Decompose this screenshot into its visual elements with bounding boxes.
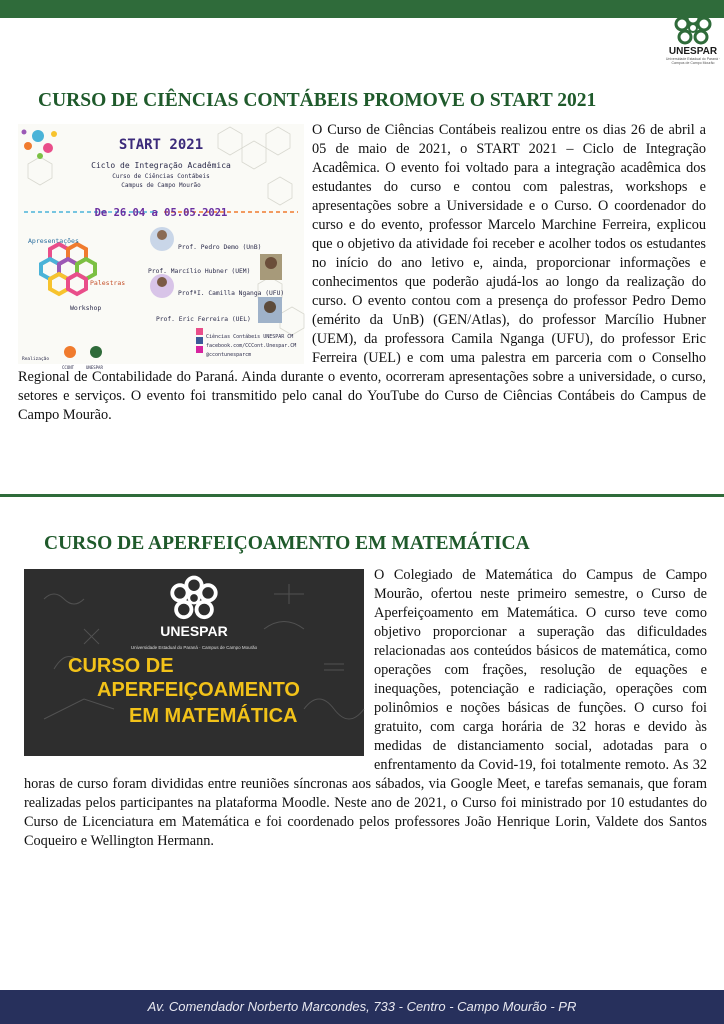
poster-title: START 2021 xyxy=(118,137,204,153)
start-2021-poster xyxy=(18,124,304,370)
poster-speaker-3: ProfªI. Camilla Nganga (UFU) xyxy=(178,290,285,297)
article-start xyxy=(18,121,706,425)
poster-speaker-4: Prof. Eric Ferreira (UEL) xyxy=(156,316,251,323)
poster-brand: UNESPAR xyxy=(160,623,228,639)
poster-speaker-1: Prof. Pedro Demo (UnB) xyxy=(178,244,262,251)
unespar-flower-icon xyxy=(167,575,221,621)
footer-bar xyxy=(0,990,724,1024)
unespar-flower-icon xyxy=(673,10,713,46)
poster-hex-label-1: Apresentações xyxy=(28,237,79,245)
poster-speaker-2: Prof. Marcílio Hubner (UEM) xyxy=(148,268,251,275)
poster-footer-label: Realização xyxy=(22,357,50,362)
unespar-logo xyxy=(662,10,724,72)
poster-line-3: EM MATEMÁTICA xyxy=(129,705,298,727)
article-title-matematica: CURSO DE APERFEIÇOAMENTO EM MATEMÁTICA xyxy=(44,533,530,554)
poster-line-2: APERFEIÇOAMENTO xyxy=(97,679,300,701)
poster-brand-sub: Universidade Estadual do Paraná · Campus de Campo Mourão xyxy=(130,645,258,650)
poster-hex-label-3: Workshop xyxy=(70,304,102,312)
poster-footer-logo-2: UNESPAR xyxy=(86,365,103,370)
logo-subtitle: Universidade Estadual do Paraná · Campus de Campo Mourão xyxy=(665,57,721,65)
poster-subtitle: Ciclo de Integração Acadêmica xyxy=(91,161,231,170)
poster-dates: De 26.04 a 05.05.2021 xyxy=(94,207,228,219)
poster-line-1: CURSO DE xyxy=(68,655,174,677)
poster-social-1: Ciências Contábeis UNESPAR CM xyxy=(206,334,294,340)
poster-course: Curso de Ciências Contábeis xyxy=(112,173,210,180)
section-divider xyxy=(0,494,724,497)
article-matematica xyxy=(24,566,707,851)
article-matematica-body: O Colegiado de Matemática do Campus de Campo Mourão, ofertou neste primeiro semestre, o Curso de Aperfeiçoamento em Matemática. O curso teve como objetivo proporcionar a superação das dificuldades relacionadas aos conteúdos básicos de matemática, como operações com frações, resolução de equações e inequações, potenciação e radiciação, operações com polinômios e noções básicas de funções. O curso foi gratuito, com carga horária de 32 horas e devido às medidas de distanciamento social, adotadas para o enfrentamento da Covid-19, foi totalmente remoto. As 32 horas de curso foram divididas entre reuniões síncronas aos sábados, via Google Meet, e tarefas semanais, que foram realizadas pelos participantes na plataforma Moodle. Neste ano de 2021, o Curso foi ministrado por 10 estudantes do Curso de Licenciatura em Matemática e foi coordenado pelos professores João Henrique Lorin, Valdete dos Santos Coqueiro e Wellington Hermann. xyxy=(24,567,707,849)
curso-matematica-poster xyxy=(24,569,364,756)
poster-social-3: @ccontunesparcm xyxy=(206,352,252,358)
poster-footer-logo-1: CCONT xyxy=(62,365,75,370)
footer-address: Av. Comendador Norberto Marcondes, 733 - Centro - Campo Mourão - PR xyxy=(147,999,577,1014)
poster-campus: Campus de Campo Mourão xyxy=(121,182,201,189)
poster-hex-label-2: Palestras xyxy=(90,279,126,287)
article-title-start: CURSO DE CIÊNCIAS CONTÁBEIS PROMOVE O START 2021 xyxy=(38,90,597,111)
poster-social-2: facebook.com/CCCont.Unespar.CM xyxy=(206,343,297,349)
logo-name: UNESPAR xyxy=(668,46,718,57)
article-start-body: O Curso de Ciências Contábeis realizou entre os dias 26 de abril a 05 de maio de 2021, o START 2021 – Ciclo de Integração Acadêmica. O evento foi voltado para a integração acadêmica dos estudantes do curso e contou com palestras, workshops e apresentações sobre a Universidade e o Curso. O coordenador do curso e do evento, professor Marcelo Marchine Ferreira, explicou que o objetivo da atividade foi receber e acolher todos os estudantes no início do ano letivo e, ainda, proporcionar informações e conhecimentos que poderão ajudá-los ao longo da realização do curso. O evento contou com a presença do professor Pedro Demo (emérito da UnB) (GEN/Atlas), do professor Marcílio Hubner (UEM), da professora Camila Nganga (UFU), do professor Eric Ferreira (UEL) e com uma palestra em parceria com o Conselho Regional de Contabilidade do Paraná. Ainda durante o evento, ocorreram apresentações sobre a universidade, o curso, setores e serviços. O evento foi transmitido pelo canal do YouTube do Curso de Ciências Contábeis do Campus de Campo Mourão. xyxy=(18,122,706,423)
top-bar xyxy=(0,0,724,18)
